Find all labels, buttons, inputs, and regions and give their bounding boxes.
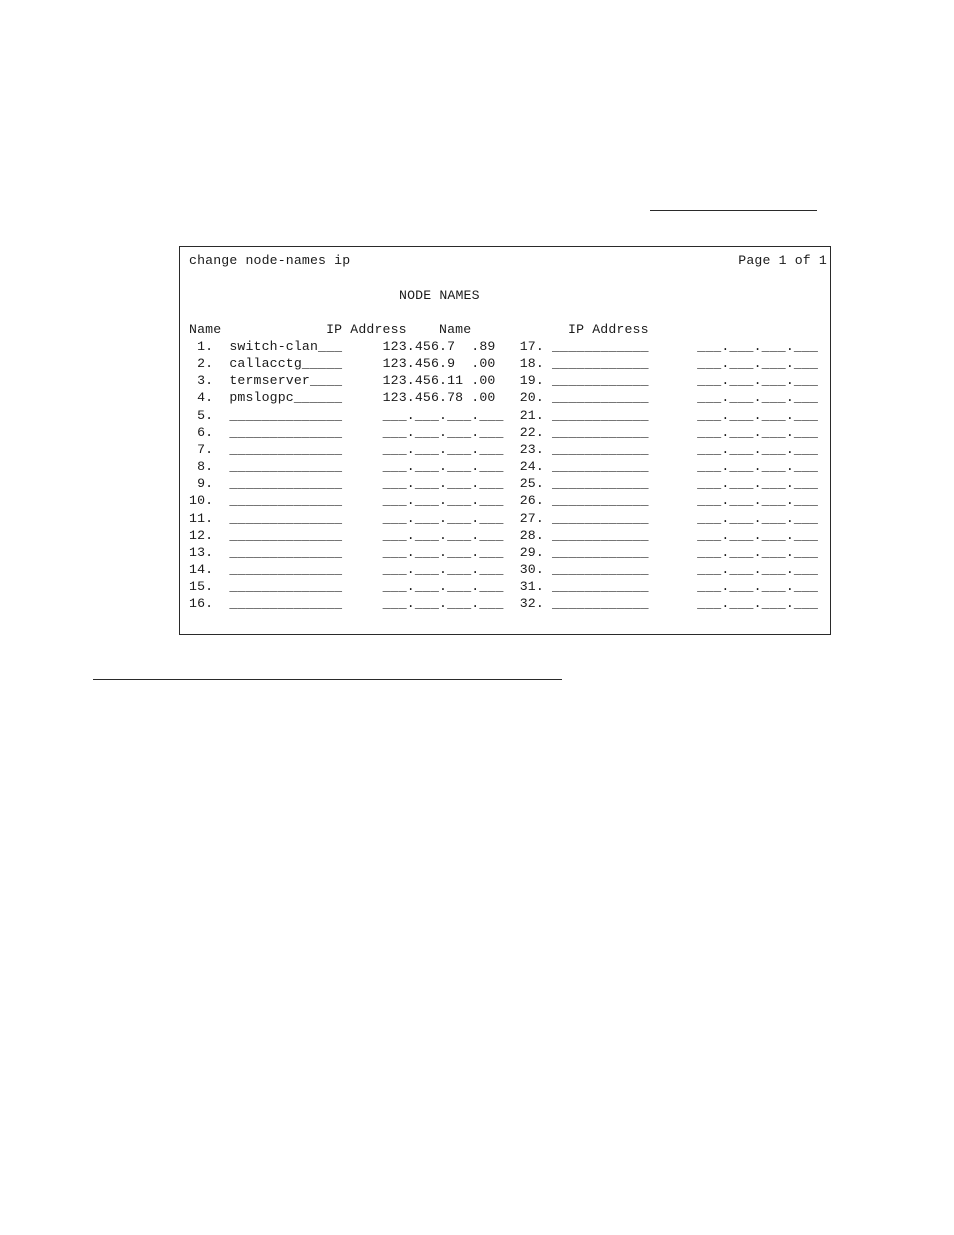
ip-address-field-right[interactable]: ___.___.___.___ xyxy=(697,527,819,543)
ip-address-field-left[interactable]: ___.___.___.___ xyxy=(382,596,504,612)
node-name-field-left[interactable]: pmslogpc______ xyxy=(229,390,343,406)
ip-address-field-right[interactable]: ___.___.___.___ xyxy=(697,596,819,612)
node-names-table xyxy=(189,338,818,613)
header-name-right: Name xyxy=(439,322,472,337)
row-number-right: 19. xyxy=(519,373,544,389)
table-row xyxy=(189,561,818,578)
terminal-screen xyxy=(179,246,831,635)
node-name-field-right[interactable]: ____________ xyxy=(551,562,649,578)
table-row xyxy=(189,510,818,527)
table-row xyxy=(189,595,818,612)
table-row xyxy=(189,492,818,509)
node-name-field-right[interactable]: ____________ xyxy=(551,544,649,560)
ip-address-field-right[interactable]: ___.___.___.___ xyxy=(697,390,819,406)
node-name-field-right[interactable]: ____________ xyxy=(551,476,649,492)
node-name-field-left[interactable]: ______________ xyxy=(229,493,343,509)
header-ip-right: IP Address xyxy=(568,322,649,337)
node-name-field-right[interactable]: ____________ xyxy=(551,356,649,372)
node-name-field-right[interactable]: ____________ xyxy=(551,339,649,354)
ip-address-field-right[interactable]: ___.___.___.___ xyxy=(697,493,819,509)
node-name-field-left[interactable]: ______________ xyxy=(229,527,343,543)
node-name-field-right[interactable]: ____________ xyxy=(551,407,649,423)
ip-address-field-right[interactable]: ___.___.___.___ xyxy=(697,441,819,457)
row-number-right: 27. xyxy=(519,510,544,526)
node-name-field-right[interactable]: ____________ xyxy=(551,527,649,543)
row-number-right: 30. xyxy=(519,562,544,578)
row-number-right: 24. xyxy=(519,459,544,475)
node-name-field-right[interactable]: ____________ xyxy=(551,390,649,406)
node-name-field-right[interactable]: ____________ xyxy=(551,579,649,595)
table-row xyxy=(189,355,818,372)
row-number-left: 1. xyxy=(189,339,214,354)
node-name-field-left[interactable]: ______________ xyxy=(229,510,343,526)
row-number-left: 6. xyxy=(189,424,214,440)
ip-address-field-right[interactable]: ___.___.___.___ xyxy=(697,510,819,526)
node-name-field-right[interactable]: ____________ xyxy=(551,424,649,440)
row-number-left: 11. xyxy=(189,510,214,526)
row-number-left: 9. xyxy=(189,476,214,492)
node-name-field-left[interactable]: ______________ xyxy=(229,579,343,595)
page-indicator: Page 1 of 1 xyxy=(738,253,827,268)
row-number-left: 16. xyxy=(189,596,214,612)
ip-address-field-right[interactable]: ___.___.___.___ xyxy=(697,339,819,354)
ip-address-field-right[interactable]: ___.___.___.___ xyxy=(697,407,819,423)
node-name-field-right[interactable]: ____________ xyxy=(551,459,649,475)
header-name-left: Name xyxy=(189,322,222,337)
node-name-field-left[interactable]: ______________ xyxy=(229,476,343,492)
row-number-right: 25. xyxy=(519,476,544,492)
node-name-field-right[interactable]: ____________ xyxy=(551,596,649,612)
ip-address-field-left[interactable]: ___.___.___.___ xyxy=(382,459,504,475)
ip-address-field-left[interactable]: ___.___.___.___ xyxy=(382,424,504,440)
node-name-field-left[interactable]: ______________ xyxy=(229,407,343,423)
ip-address-field-right[interactable]: ___.___.___.___ xyxy=(697,476,819,492)
node-name-field-right[interactable]: ____________ xyxy=(551,510,649,526)
ip-address-field-right[interactable]: ___.___.___.___ xyxy=(697,544,819,560)
row-number-left: 7. xyxy=(189,441,214,457)
ip-address-field-left[interactable]: ___.___.___.___ xyxy=(382,562,504,578)
node-name-field-right[interactable]: ____________ xyxy=(551,373,649,389)
node-name-field-right[interactable]: ____________ xyxy=(551,441,649,457)
row-number-left: 14. xyxy=(189,562,214,578)
node-name-field-right[interactable]: ____________ xyxy=(551,493,649,509)
row-number-right: 26. xyxy=(519,493,544,509)
table-row xyxy=(189,424,818,441)
ip-address-field-left[interactable]: ___.___.___.___ xyxy=(382,579,504,595)
node-name-field-left[interactable]: switch-clan___ xyxy=(229,339,343,354)
ip-address-field-left[interactable]: 123.456.7 .89 xyxy=(382,339,504,354)
ip-address-field-right[interactable]: ___.___.___.___ xyxy=(697,356,819,372)
table-row xyxy=(189,389,818,406)
ip-address-field-left[interactable]: 123.456.9 .00 xyxy=(382,356,504,372)
ip-address-field-right[interactable]: ___.___.___.___ xyxy=(697,579,819,595)
table-row xyxy=(189,527,818,544)
top-divider xyxy=(650,210,817,211)
node-name-field-left[interactable]: ______________ xyxy=(229,596,343,612)
row-number-right: 21. xyxy=(519,407,544,423)
table-row xyxy=(189,475,818,492)
node-name-field-left[interactable]: ______________ xyxy=(229,459,343,475)
row-number-left: 15. xyxy=(189,579,214,595)
table-row xyxy=(189,372,818,389)
table-row xyxy=(189,441,818,458)
ip-address-field-left[interactable]: ___.___.___.___ xyxy=(382,527,504,543)
table-row xyxy=(189,407,818,424)
ip-address-field-left[interactable]: ___.___.___.___ xyxy=(382,441,504,457)
ip-address-field-left[interactable]: ___.___.___.___ xyxy=(382,493,504,509)
row-number-left: 10. xyxy=(189,493,214,509)
row-number-right: 28. xyxy=(519,527,544,543)
column-header-row xyxy=(189,321,649,338)
header-ip-left: IP Address xyxy=(326,322,407,337)
command-line: change node-names ip xyxy=(189,253,351,268)
node-name-field-left[interactable]: ______________ xyxy=(229,441,343,457)
row-number-left: 3. xyxy=(189,373,214,389)
ip-address-field-left[interactable]: ___.___.___.___ xyxy=(382,510,504,526)
ip-address-field-left[interactable]: ___.___.___.___ xyxy=(382,476,504,492)
table-row xyxy=(189,578,818,595)
table-row xyxy=(189,338,818,355)
node-name-field-left[interactable]: ______________ xyxy=(229,424,343,440)
ip-address-field-right[interactable]: ___.___.___.___ xyxy=(697,373,819,389)
row-number-right: 32. xyxy=(519,596,544,612)
row-number-right: 17. xyxy=(519,339,544,354)
form-title: NODE NAMES xyxy=(399,288,480,303)
ip-address-field-right[interactable]: ___.___.___.___ xyxy=(697,424,819,440)
table-row xyxy=(189,458,818,475)
ip-address-field-left[interactable]: ___.___.___.___ xyxy=(382,407,504,423)
row-number-left: 2. xyxy=(189,356,214,372)
row-number-left: 8. xyxy=(189,459,214,475)
row-number-right: 20. xyxy=(519,390,544,406)
row-number-left: 13. xyxy=(189,544,214,560)
node-name-field-left[interactable]: termserver____ xyxy=(229,373,343,389)
ip-address-field-left[interactable]: ___.___.___.___ xyxy=(382,544,504,560)
ip-address-field-left[interactable]: 123.456.11 .00 xyxy=(382,373,504,389)
ip-address-field-right[interactable]: ___.___.___.___ xyxy=(697,562,819,578)
node-name-field-left[interactable]: callacctg_____ xyxy=(229,356,343,372)
node-name-field-left[interactable]: ______________ xyxy=(229,562,343,578)
row-number-right: 31. xyxy=(519,579,544,595)
row-number-right: 29. xyxy=(519,544,544,560)
row-number-left: 4. xyxy=(189,390,214,406)
bottom-divider xyxy=(93,679,562,680)
row-number-left: 12. xyxy=(189,527,214,543)
table-row xyxy=(189,544,818,561)
row-number-right: 18. xyxy=(519,356,544,372)
ip-address-field-left[interactable]: 123.456.78 .00 xyxy=(382,390,504,406)
node-name-field-left[interactable]: ______________ xyxy=(229,544,343,560)
ip-address-field-right[interactable]: ___.___.___.___ xyxy=(697,459,819,475)
row-number-right: 22. xyxy=(519,424,544,440)
row-number-left: 5. xyxy=(189,407,214,423)
row-number-right: 23. xyxy=(519,441,544,457)
